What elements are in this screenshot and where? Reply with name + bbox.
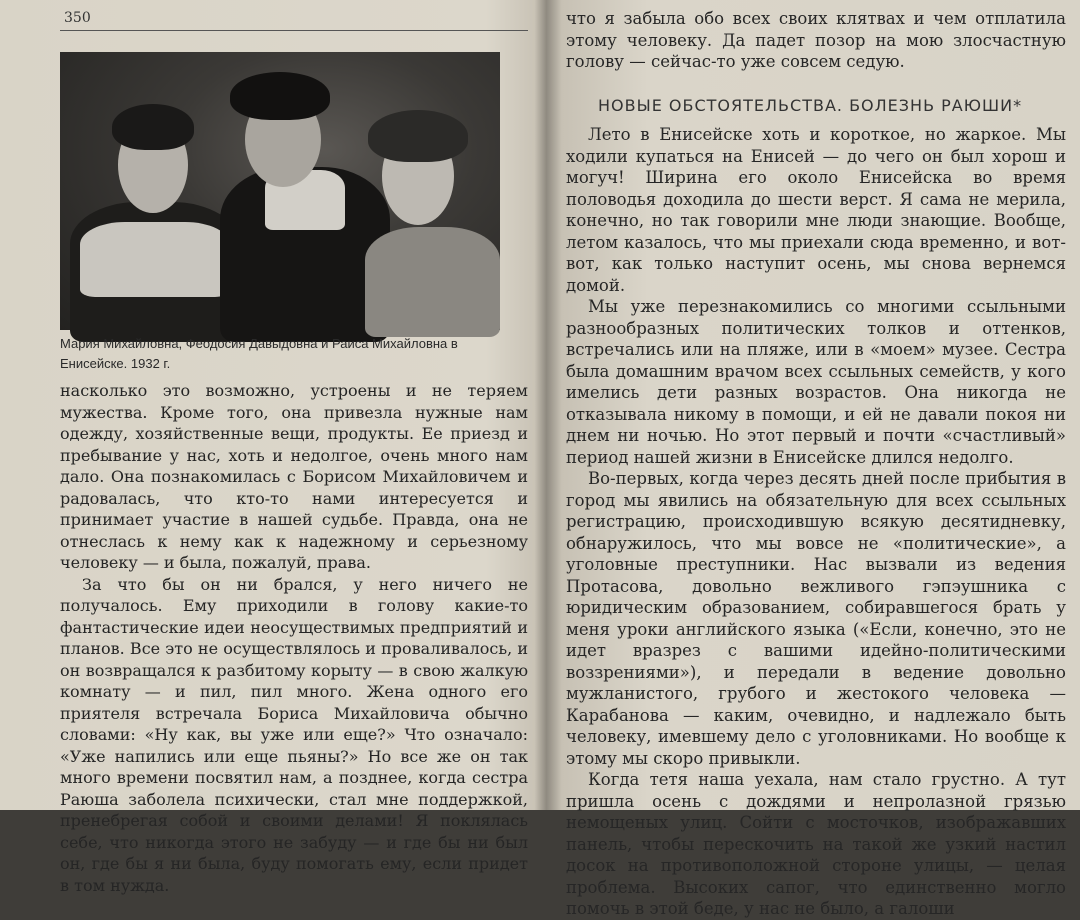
left-page (40, 0, 540, 895)
paragraph: что я забыла обо всех своих клятвах и чем отплатила этому человеку. Да падет позор на мою злосчастную голову — сейчас-то уже совсем седую. (566, 9, 1066, 71)
photo-hair-left (112, 104, 194, 150)
paragraph: Лето в Енисейске хоть и короткое, но жаркое. Мы ходили купаться на Енисей — до чего он был хорош и могуч! Ширина его около Енисейска во время половодья доходила до шести верст. Я сама не мерила, конечно, но так говорили мне люди знающие. Вообще, летом казалось, что мы приехали сюда временно, и вот-вот, как только наступит осень, мы снова вернемся домой. (566, 125, 1066, 295)
photo-hair-middle (230, 72, 330, 120)
photo-caption: Мария Михайловна, Феодосия Давыдовна и Раиса Михайловна в Енисейске. 1932 г. (60, 336, 458, 371)
right-main-text (566, 124, 1066, 920)
paragraph: За что бы он ни брался, у него ничего не получалось. Ему приходили в голову какие-то фантастические идеи неосуществимых предприятий и планов. Все это не осуществлялось и проваливалось, и он возвращался к разбитому корыту — в свою жалкую комнату — и пил, пил много. Жена одного его приятеля встречала Бориса Михайловича обычно словами: «Ну как, вы уже или еще?» Что означало: «Уже напились или еще пьяны?» Но все же он так много времени посвятил нам, а позднее, когда сестра Раюша заболела психически, стал мне поддержкой, пренебрегая собой и своими делами! Я поклялась себе, что никогда этого не забуду — и где бы ни был он, где бы я ни была, буду помогать ему, если придет в том нужда. (60, 574, 528, 895)
right-top-text (566, 8, 1066, 73)
left-text (60, 380, 528, 896)
paragraph: Во-первых, когда через десять дней после прибытия в город мы явились на обязательную для всех ссыльных регистрацию, происходившую всякую десятидневку, обнаружилось, что мы вовсе не «политические», а уголовные преступники. Нас вызвали из ведения Протасова, довольно вежливого гэпэушника с юридическим образованием, собиравшегося брать у меня уроки английского языка («Если, конечно, это не идет вразрез с вашими идейно-политическими воззрениями»), и передали в ведение довольно мужланистого, грубого и жестокого человека — Карабанова — каким, очевидно, и надлежало быть человеку, имевшему дело с уголовниками. Но вообще к этому мы скоро привыкли. (566, 469, 1066, 768)
photo-lace-collar (80, 222, 230, 297)
header-rule (60, 30, 528, 31)
right-page (548, 0, 1080, 918)
page-number: 350 (64, 10, 91, 26)
archival-photograph (60, 52, 500, 330)
paragraph: Когда тетя наша уехала, нам стало грустно. А тут пришла осень с дождями и непролазной грязью немощеных улиц. Сойти с мосточков, изображавших панель, чтобы перескочить на такой же узкий настил досок на противоположной стороне улицы, — целая проблема. Высоких сапог, что единственно могло помочь в этой беде, у нас не было, а галоши (566, 770, 1066, 918)
section-title: НОВЫЕ ОБСТОЯТЕЛЬСТВА. БОЛЕЗНЬ РАЮШИ* (598, 96, 1023, 115)
photo-figure-right (365, 227, 500, 337)
photo-hair-right (368, 110, 468, 162)
paragraph: Мы уже перезнакомились со многими ссыльными разнообразных политических толков и оттенков, встречались или на пляже, или в «моем» музее. Сестра была домашним врачом всех ссыльных семейств, у кого имелись дети разных возрастов. Она никогда не отказывала никому в помощи, и ей не давали покоя ни днем ни ночью. Но этот первый и почти «счастливый» период нашей жизни в Енисейске длился недолго. (566, 297, 1066, 467)
paragraph: насколько это возможно, устроены и не теряем мужества. Кроме того, она привезла нужные нам одежду, хозяйственные вещи, продукты. Ее приезд и пребывание у нас, хоть и недолгое, очень много нам дало. Она познакомилась с Борисом Михайловичем и радовалась, что кто-то нами интересуется и принимает участие в нашей судьбе. Правда, она не отнеслась к нему как к надежному и серьезному человеку — и была, пожалуй, права. (60, 381, 528, 572)
